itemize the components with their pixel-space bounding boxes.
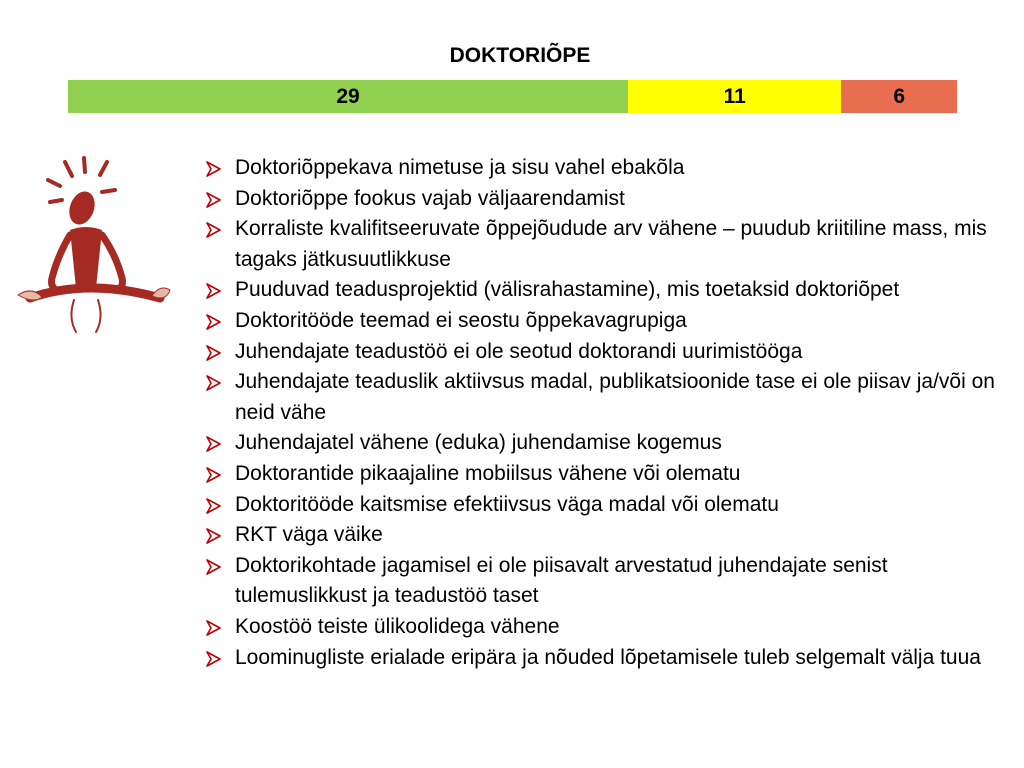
arrow-bullet-icon	[205, 283, 222, 299]
list-item	[205, 367, 1005, 428]
arrow-bullet-icon	[205, 192, 222, 208]
arrow-bullet-icon	[205, 375, 222, 391]
list-item	[205, 184, 1005, 215]
arrow-bullet-icon	[205, 222, 222, 238]
arrow-bullet-icon	[205, 314, 222, 330]
list-item	[205, 275, 1005, 306]
findings-list	[205, 153, 1005, 673]
stress-line	[84, 158, 85, 172]
list-item-text: Korraliste kvalifitseeruvate õppejõudude arv vähene – puudub kriitiline mass, mis tagaks jätkusuutlikkuse	[235, 217, 987, 271]
list-item-text: Loominugliste erialade eripära ja nõuded lõpetamisele tuleb selgemalt välja tuua	[235, 645, 981, 669]
stressed-figure-icon	[10, 150, 180, 345]
list-item	[205, 551, 1005, 612]
list-item-text: Doktorikohtade jagamisel ei ole piisavalt arvestatud juhendajate senist tulemuslikkust ja teadustöö taset	[235, 553, 888, 608]
list-item	[205, 459, 1005, 490]
list-item	[205, 214, 1005, 275]
arrow-bullet-icon	[205, 161, 222, 177]
arrow-bullet-icon	[205, 620, 222, 636]
list-item	[205, 612, 1005, 643]
stress-line	[50, 200, 62, 202]
arrow-bullet-icon	[205, 345, 222, 361]
list-item-text: Doktoritööde teemad ei seostu õppekavagrupiga	[235, 308, 687, 332]
arrow-bullet-icon	[205, 498, 222, 514]
status-segment-green: 29	[68, 80, 628, 113]
list-item	[205, 643, 1005, 674]
list-item-text: Juhendajatel vähene (eduka) juhendamise kogemus	[235, 431, 722, 455]
status-bar	[68, 80, 957, 113]
stress-line	[48, 180, 60, 186]
list-item	[205, 153, 1005, 184]
stress-line	[65, 162, 72, 176]
list-item-text: Koostöö teiste ülikoolidega vähene	[235, 614, 560, 638]
arrow-bullet-icon	[205, 467, 222, 483]
list-item-text: Juhendajate teadustöö ei ole seotud doktorandi uurimistööga	[235, 339, 803, 363]
list-item	[205, 428, 1005, 459]
list-item	[205, 490, 1005, 521]
list-item-text: Doktoritööde kaitsmise efektiivsus väga madal või olematu	[235, 492, 779, 516]
list-item-text: Puuduvad teadusprojektid (välisrahastamine), mis toetaksid doktoriõpet	[235, 278, 900, 302]
list-item-text: Doktorantide pikaajaline mobiilsus vähene või olematu	[235, 461, 741, 485]
list-item-text: Doktoriõppekava nimetuse ja sisu vahel ebakõla	[235, 156, 685, 179]
list-item-text: Doktoriõppe fookus vajab väljaarendamist	[235, 186, 625, 210]
status-segment-yellow: 11	[628, 80, 841, 113]
status-segment-red: 6	[841, 80, 957, 113]
stress-line	[100, 162, 107, 175]
list-item	[205, 337, 1005, 368]
list-item-text: RKT väga väike	[235, 523, 383, 547]
page-title: DOKTORIÕPE	[449, 44, 591, 67]
arrow-bullet-icon	[205, 651, 222, 667]
arrow-bullet-icon	[205, 436, 222, 452]
arrow-bullet-icon	[205, 528, 222, 544]
stress-line	[102, 190, 115, 192]
list-item	[205, 520, 1005, 551]
arrow-bullet-icon	[205, 559, 222, 575]
list-item	[205, 306, 1005, 337]
list-item-text: Juhendajate teaduslik aktiivsus madal, publikatsioonide tase ei ole piisav ja/või on neid vähe	[235, 370, 995, 424]
